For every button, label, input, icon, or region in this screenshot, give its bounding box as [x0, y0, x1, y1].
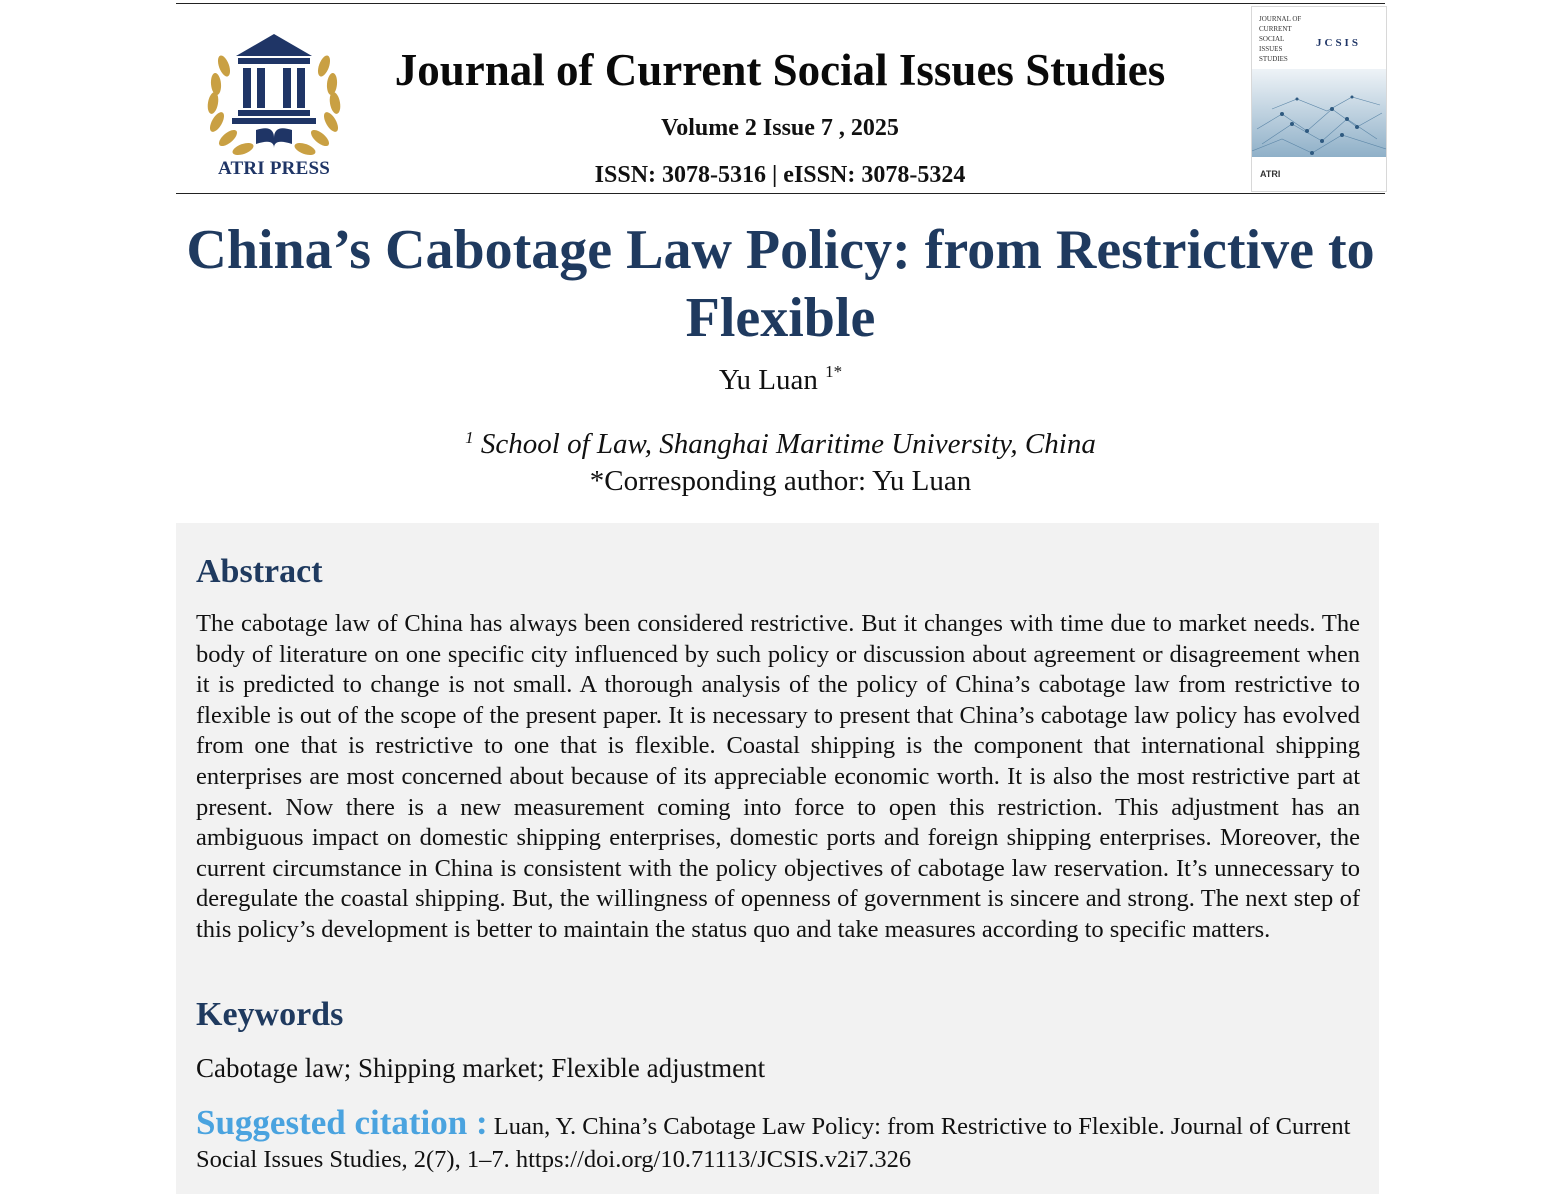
affiliation-superscript: 1: [465, 428, 474, 447]
author-line: [176, 364, 1385, 397]
cover-title: JOURNAL OF CURRENT SOCIAL ISSUES STUDIES: [1259, 15, 1302, 63]
abstract-heading: Abstract: [196, 553, 323, 590]
affiliation: [176, 428, 1385, 461]
abstract-text: The cabotage law of China has always been considered restrictive. But it changes with time due to market needs. The body of literature on one specific city influenced by such policy or discussion about agreement or disagreement when it is predicted to change is not small. A thorough analysis of the policy of China’s cabotage law from restrictive to flexible is out of the scope of the present paper. It is necessary to present that China’s cabotage law policy has evolved from one that is restrictive to one that is flexible. Coastal shipping is the component that international shipping enterprises are most concerned about because of its appreciable economic worth. It is also the most restrictive part at present. Now there is a new measurement coming into force to open this restriction. This adjustment has an ambiguous impact on domestic shipping enterprises, domestic ports and foreign shipping enterprises. Moreover, the current circumstance in China is consistent with the policy objectives of cabotage law reservation. It’s unnecessary to deregulate the coastal shipping. But, the willingness of openness of government is sincere and strong. The next step of this policy’s development is better to maintain the status quo and take measures according to specific matters.: [196, 610, 1360, 943]
suggested-citation: [196, 1103, 1360, 1176]
corresponding-author: *Corresponding author: Yu Luan: [589, 465, 972, 497]
author-superscript: 1*: [825, 362, 843, 381]
volume-issue: Volume 2 Issue 7 , 2025: [661, 115, 899, 141]
journal-cover-image: [1251, 6, 1387, 192]
citation-label: Suggested citation :: [196, 1103, 488, 1142]
cover-abbreviation: JCSIS: [1316, 37, 1361, 49]
keywords-heading: Keywords: [196, 996, 344, 1033]
cover-footer: ATRI: [1260, 169, 1281, 179]
journal-name: Journal of Current Social Issues Studies: [394, 45, 1166, 95]
publisher-name: ATRI PRESS: [218, 158, 330, 179]
header-top-rule: [176, 3, 1385, 4]
author-name: Yu Luan: [718, 364, 818, 396]
header-bottom-rule: [176, 193, 1385, 194]
article-title: China’s Cabotage Law Policy: from Restrictive to Flexible: [186, 219, 1375, 349]
keywords-text: Cabotage law; Shipping market; Flexible adjustment: [196, 1053, 766, 1083]
cover-network-image: [1252, 69, 1386, 157]
citation-text: Luan, Y. China’s Cabotage Law Policy: from Restrictive to Flexible. Journal of Current Social Issues Studies, 2(7), 1–7. https://doi.org/10.71113/JCSIS.v2i7.326: [196, 1113, 1351, 1173]
affiliation-text: School of Law, Shanghai Maritime University, China: [480, 428, 1096, 460]
issn: ISSN: 3078-5316 | eISSN: 3078-5324: [594, 162, 966, 188]
